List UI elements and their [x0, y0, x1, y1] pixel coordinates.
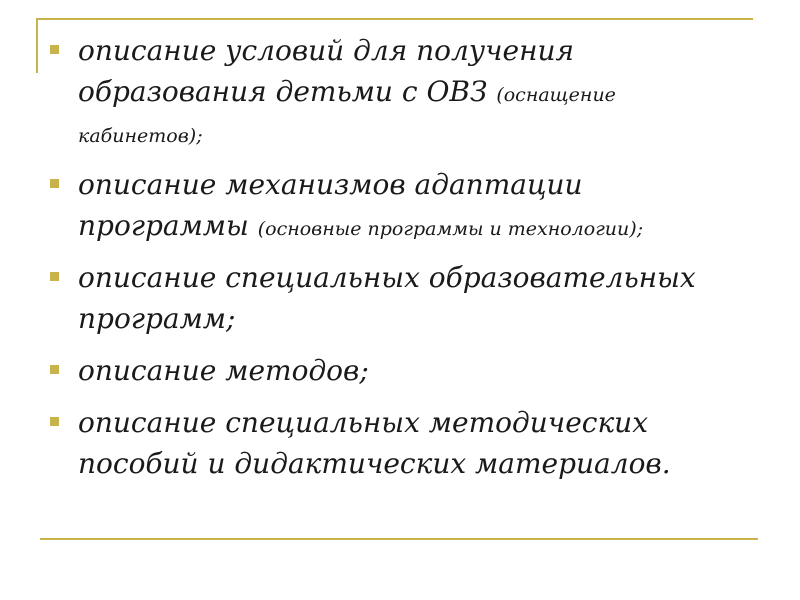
square-bullet-icon: [50, 45, 59, 54]
top-rule: [36, 18, 753, 20]
list-item: [44, 350, 734, 391]
bottom-rule: [40, 538, 758, 540]
list-item: [44, 402, 734, 484]
item-text: описание специальных методических пособий и дидактических материалов.: [78, 406, 671, 480]
list-item: [44, 30, 734, 153]
item-text: описание специальных образовательных программ;: [78, 261, 696, 335]
item-note: (основные программы и технологии);: [257, 218, 644, 240]
item-text: описание механизмов адаптации программы: [78, 168, 583, 242]
square-bullet-icon: [50, 179, 59, 188]
bullet-list: [44, 30, 734, 495]
list-item: [44, 164, 734, 246]
square-bullet-icon: [50, 272, 59, 281]
square-bullet-icon: [50, 417, 59, 426]
list-item: [44, 257, 734, 339]
item-text: описание условий для получения образования детьми с ОВЗ: [78, 34, 575, 108]
item-text: описание методов;: [78, 354, 369, 387]
square-bullet-icon: [50, 365, 59, 374]
left-rule: [36, 18, 38, 73]
item-note: (оснащение кабинетов);: [78, 84, 616, 147]
